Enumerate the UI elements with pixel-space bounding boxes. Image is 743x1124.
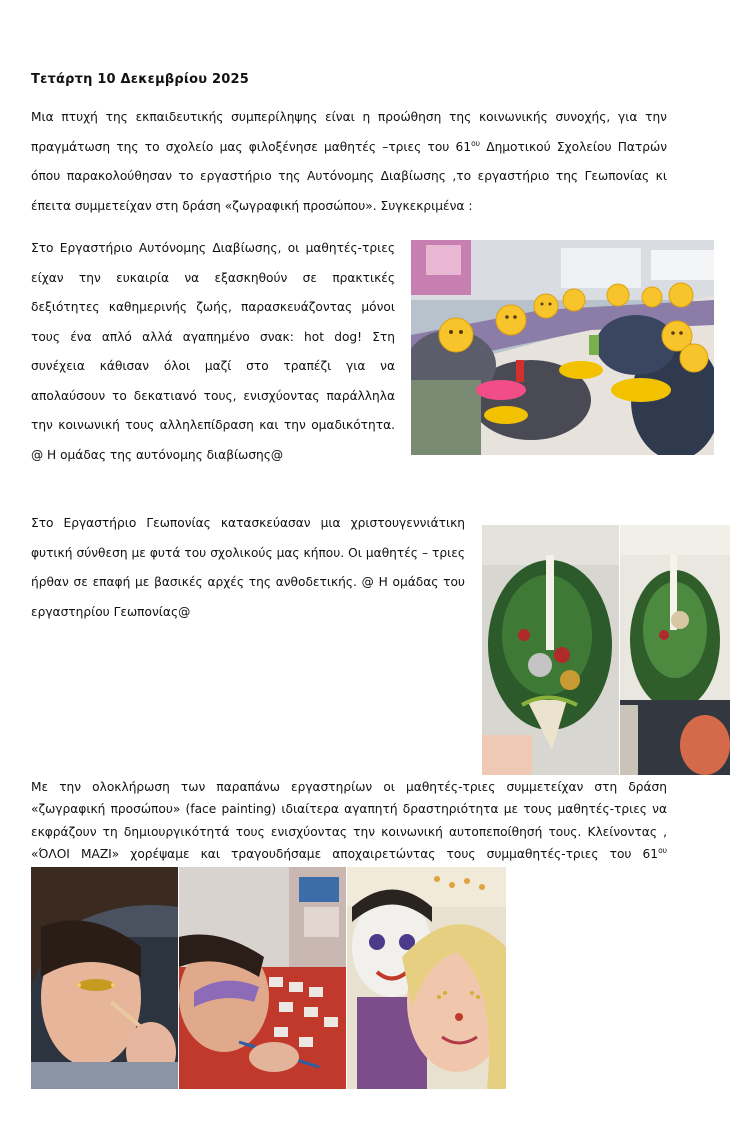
ordinal-suffix: ου — [471, 138, 481, 148]
closing-text-1: Με την ολοκλήρωση των παραπάνω εργαστηρίων οι μαθητές-τριες συμμετείχαν στη δράση «ζωγραφική προσώπου» (face painting) ιδιαίτερα αγαπητή δραστηριότητα με τους μαθητές-τριες να εκφράζουν τη δημιουργικότητά τους ενισχύοντας την κοινωνική αυτοπεποίθησή τους. Κλείνοντας , «ΌΛΟΙ ΜΑΖΙ» χορέψαμε και τραγουδήσαμε αποχαιρετώντας τους συμμαθητές-τριες του 61 — [31, 780, 667, 861]
ordinal-suffix: ου — [658, 845, 667, 855]
face-painting-photo-3 — [347, 867, 506, 1089]
face-painting-photo-2 — [179, 867, 346, 1089]
face-painting-photo-1 — [31, 867, 178, 1089]
intro-paragraph — [31, 103, 667, 221]
intro-text-2: Δημοτικού Σχολείου Πατρών όπου παρακολούθησαν το εργαστήριο της Αυτόνομης Διαβίωσης ,το εργαστήριο της Γεωπονίας κι έπειτα συμμετείχαν στη δράση «ζωγραφική προσώπου». Συγκεκριμένα : — [31, 139, 667, 213]
christmas-arrangement-photo-2 — [620, 525, 730, 775]
article-date: Τετάρτη 10 Δεκεμβρίου 2025 — [31, 72, 249, 87]
kitchen-table-photo — [411, 240, 714, 455]
intro-text-1: Μια πτυχή της εκπαιδευτικής συμπερίληψης είναι η προώθηση της κοινωνικής συνοχής, για την πραγμάτωση της το σχολείο μας φιλοξένησε μαθητές –τριες του 61 — [31, 110, 667, 154]
autonomous-living-paragraph: Στο Εργαστήριο Αυτόνομης Διαβίωσης, οι μαθητές-τριες είχαν την ευκαιρία να εξασκηθούν σε πρακτικές δεξιότητες καθημερινής ζωής, παρασκευάζοντας μόνοι τους ένα απλό αλλά αγαπημένο σνακ: hot dog! Στη συνέχεια κάθισαν όλοι μαζί στο τραπέζι για να απολαύσουν το δεκατιανό τους, ενισχύοντας παράλληλα την κοινωνική τους αλληλεπίδραση και την ομαδικότητα. @ Η ομάδας της αυτόνομης διαβίωσης@ — [31, 241, 395, 462]
christmas-arrangement-photo-1 — [482, 525, 619, 775]
agronomy-paragraph: Στο Εργαστήριο Γεωπονίας κατασκεύασαν μια χριστουγεννιάτικη φυτική σύνθεση με φυτά του σχολικούς μας κήπου. Οι μαθητές – τριες ήρθαν σε επαφή με βασικές αρχές της ανθοδετικής. @ Η ομάδας του εργαστηρίου Γεωπονίας@ — [31, 516, 465, 619]
